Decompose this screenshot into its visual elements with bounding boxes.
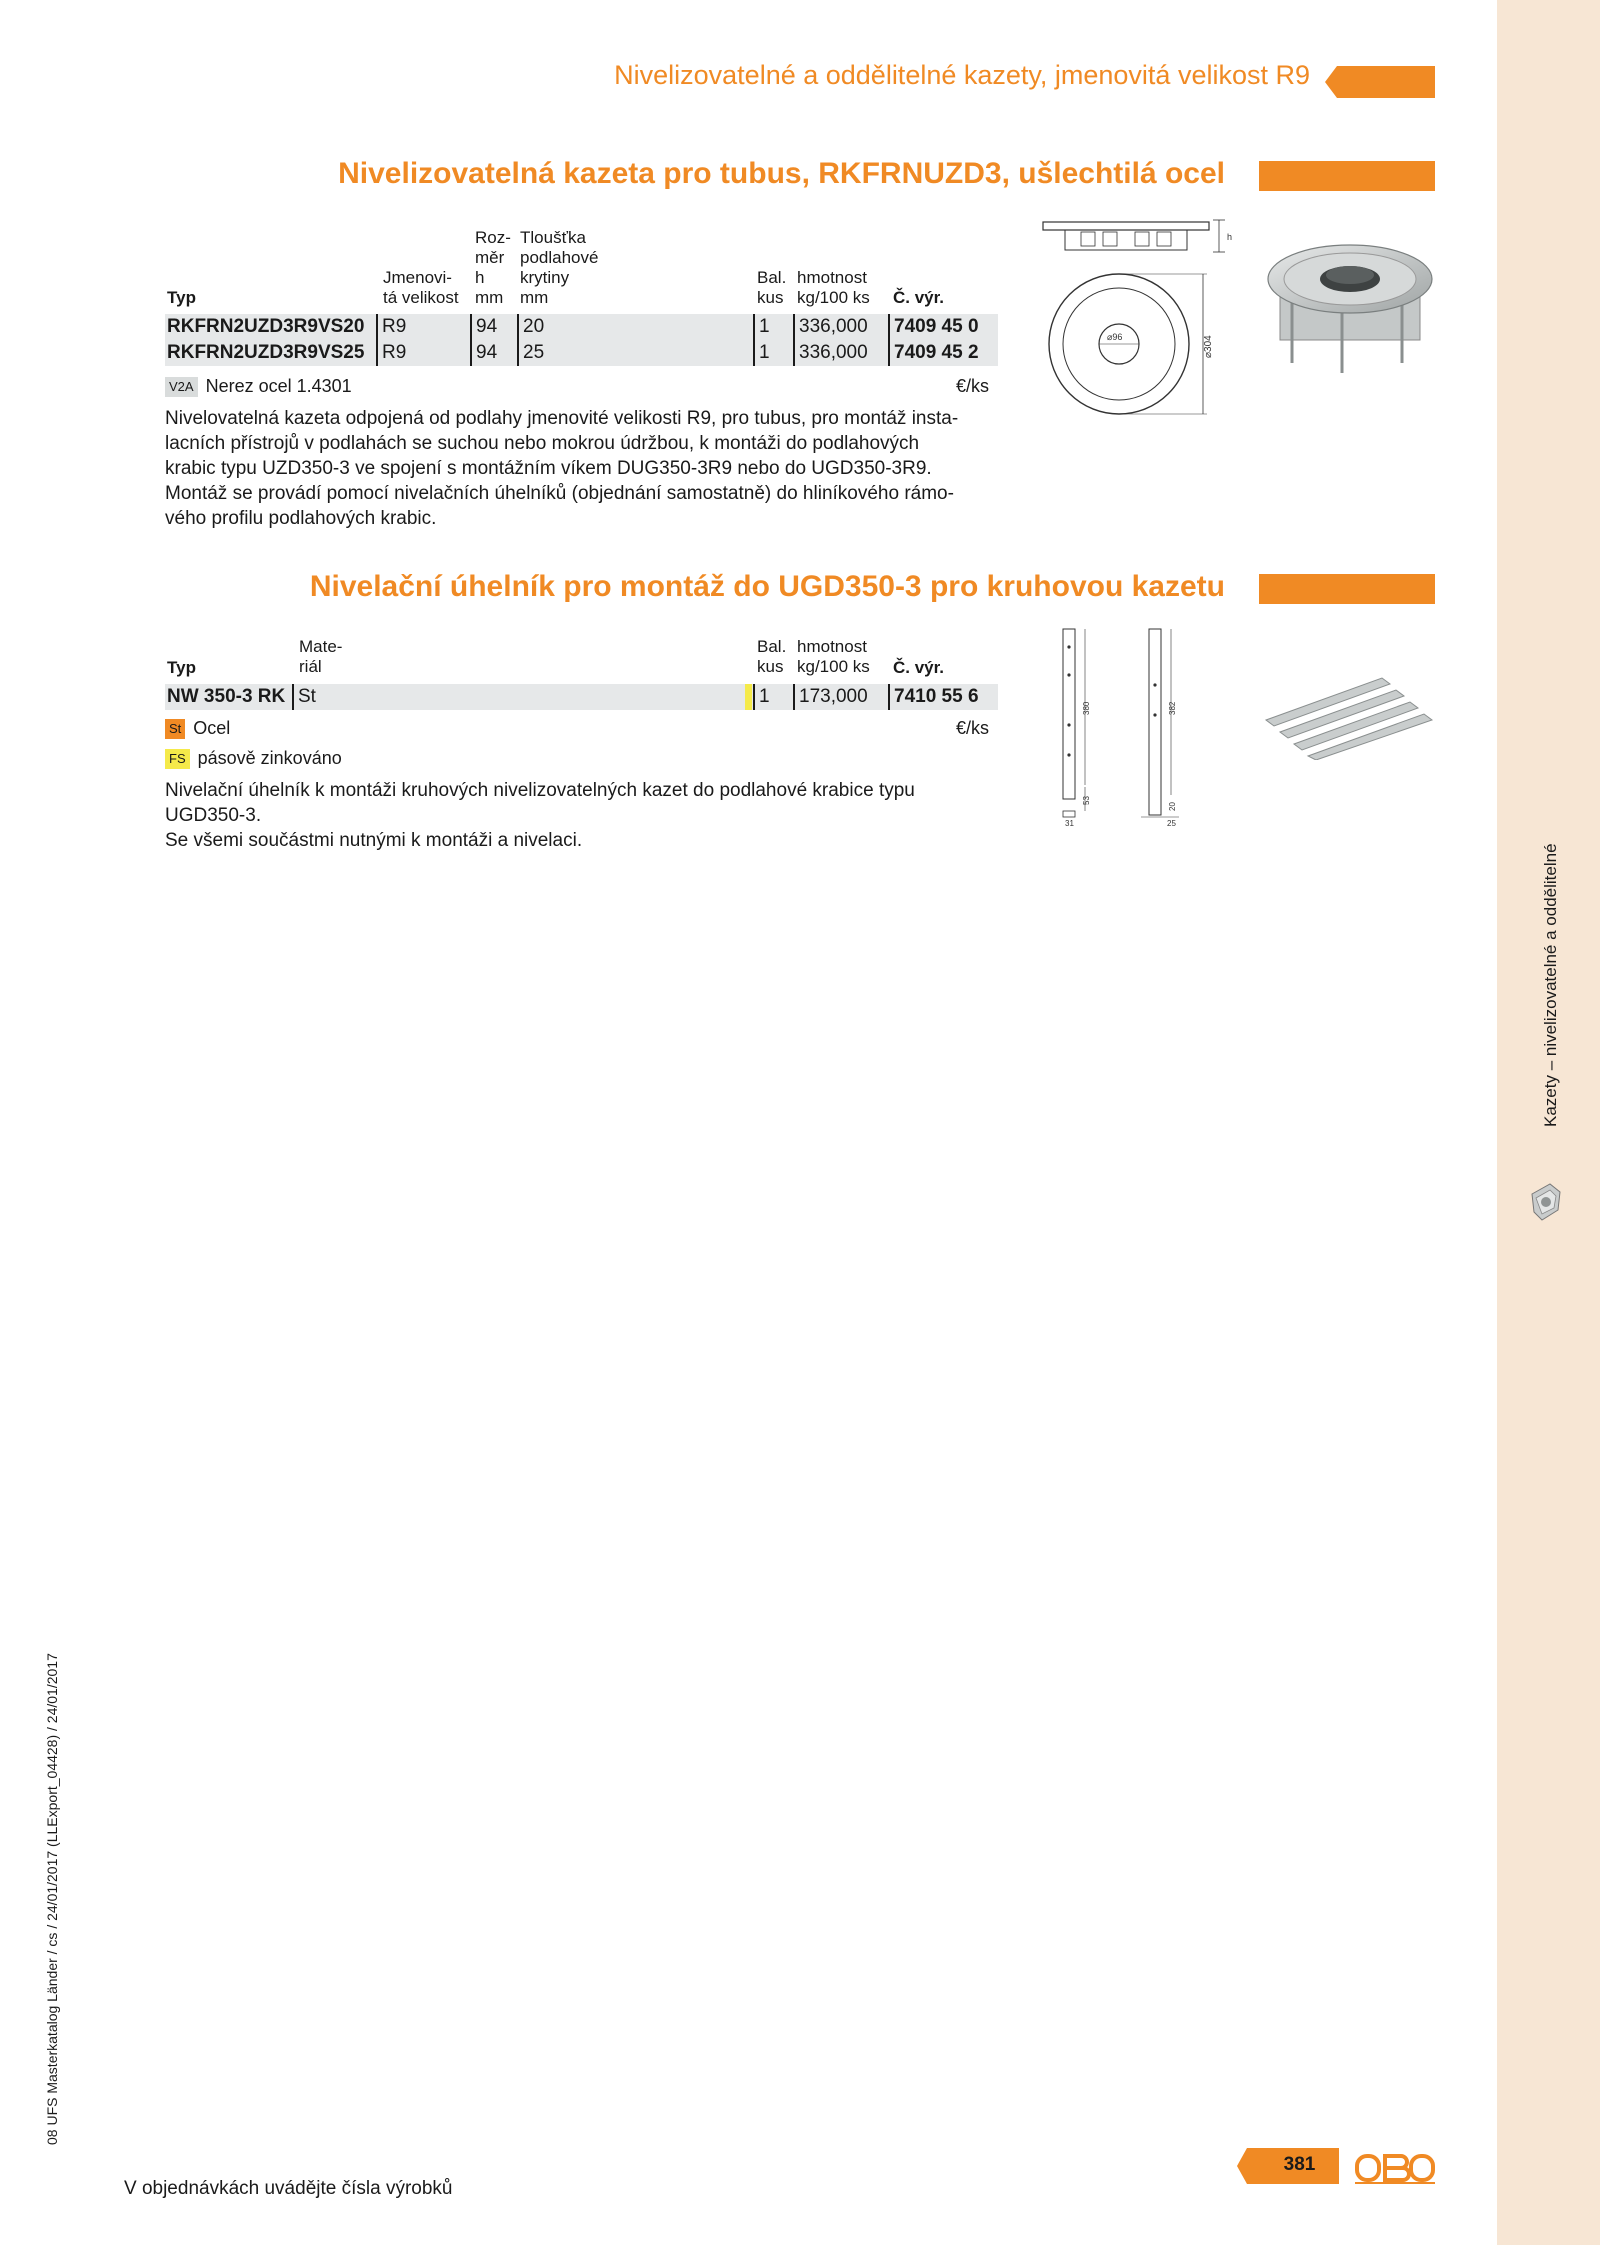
leveling-bracket-drawing [1055, 625, 1205, 835]
finish-label: pásově zinkováno [197, 748, 342, 768]
material-label: Nerez ocel 1.4301 [205, 376, 352, 396]
dim-label-h: h [1227, 232, 1233, 242]
col-header-size: Jmenovi- tá velikost [383, 268, 459, 307]
material-code-badge: V2A [165, 377, 198, 397]
material-line [165, 716, 230, 740]
cassette-product-photo [1262, 235, 1437, 385]
col-header-dimension: Roz- měr h mm [475, 228, 511, 307]
col-header-floor-thickness: Tloušťka podlahové krytiny mm [520, 228, 599, 307]
price-unit: €/ks [956, 376, 990, 396]
material-line [165, 746, 342, 770]
obo-logo-mark [1355, 2151, 1435, 2187]
section2-description: Nivelační úhelník k montáži kruhových nivelizovatelných kazet do podlahové krabice typu UGD350-3. Se všemi součástmi nutnými k montáži a nivelaci. [165, 780, 915, 851]
material-code-badge: St [165, 719, 185, 739]
section1-accent-bar [1259, 161, 1435, 191]
table-row: RKFRN2UZD3R9VS25 R9 94 25 1 336,000 7409 45 2 [165, 340, 998, 366]
material-label: Ocel [193, 718, 231, 738]
col-header-material: Mate- riál [299, 637, 343, 676]
catalog-export-info: 08 UFS Masterkatalog Länder / cs / 24/01/2017 (LLExport_04428) / 24/01/2017 [44, 1653, 60, 2145]
finish-marker [745, 684, 752, 710]
col-header-pack: Bal. kus [757, 268, 787, 307]
table-row: NW 350-3 RK St 1 173,000 7410 55 6 [165, 684, 998, 710]
section1-title: Nivelizovatelná kazeta pro tubus, RKFRNUZD3, ušlechtilá ocel [338, 157, 1225, 190]
dim-label-380: 380 [1082, 701, 1091, 715]
dim-label-382: 382 [1168, 701, 1177, 715]
col-header-article: Č. výr. [893, 658, 945, 677]
dim-label-d96: ⌀96 [1107, 332, 1123, 342]
leveling-bracket-photo [1262, 670, 1437, 760]
material-line [165, 374, 352, 398]
header-accent-tab [1325, 66, 1435, 98]
cassette-thumbnail-icon [1528, 1178, 1564, 1226]
col-header-weight: hmotnost kg/100 ks [797, 637, 870, 676]
col-header-type: Typ [167, 288, 196, 307]
dim-label-31: 31 [1065, 819, 1074, 828]
table-row: RKFRN2UZD3R9VS20 R9 94 20 1 336,000 7409 45 0 [165, 314, 998, 340]
sidebar-section-label: Kazety – nivelizovatelné a oddělitelné [1541, 843, 1560, 1127]
dim-label-53: 53 [1082, 796, 1091, 805]
col-header-pack: Bal. kus [757, 637, 787, 676]
page-header-title: Nivelizovatelné a oddělitelné kazety, jmenovitá velikost R9 [614, 60, 1310, 90]
col-header-weight: hmotnost kg/100 ks [797, 268, 870, 307]
finish-code-badge: FS [165, 749, 190, 769]
obo-logo [1355, 2151, 1435, 2195]
dim-label-20: 20 [1168, 802, 1177, 811]
section2-title: Nivelační úhelník pro montáž do UGD350-3 pro kruhovou kazetu [309, 570, 1225, 603]
page-number: 381 [1283, 2154, 1316, 2175]
price-unit: €/ks [956, 718, 990, 738]
order-note: V objednávkách uvádějte čísla výrobků [124, 2178, 453, 2199]
cassette-technical-drawing [1035, 208, 1235, 423]
col-header-article: Č. výr. [893, 288, 945, 307]
section2-accent-bar [1259, 574, 1435, 604]
section1-description: Nivelovatelná kazeta odpojená od podlahy jmenovité velikosti R9, pro tubus, pro montáž insta- lacních přístrojů v podlahách se suchou nebo mokrou údržbou, k montáži do podlahových krabic typu UZD350-3 ve spojení s montážním víkem DUG350-3R9 nebo do UGD350-3R9. Montáž se provádí pomocí nivelačních úhelníků (objednání samostatně) do hliníkového rámo- vého profilu podlahových krabic. [165, 408, 959, 529]
col-header-type: Typ [167, 658, 196, 677]
dim-label-25: 25 [1167, 819, 1176, 828]
dim-label-d304: ⌀304 [1203, 335, 1214, 358]
